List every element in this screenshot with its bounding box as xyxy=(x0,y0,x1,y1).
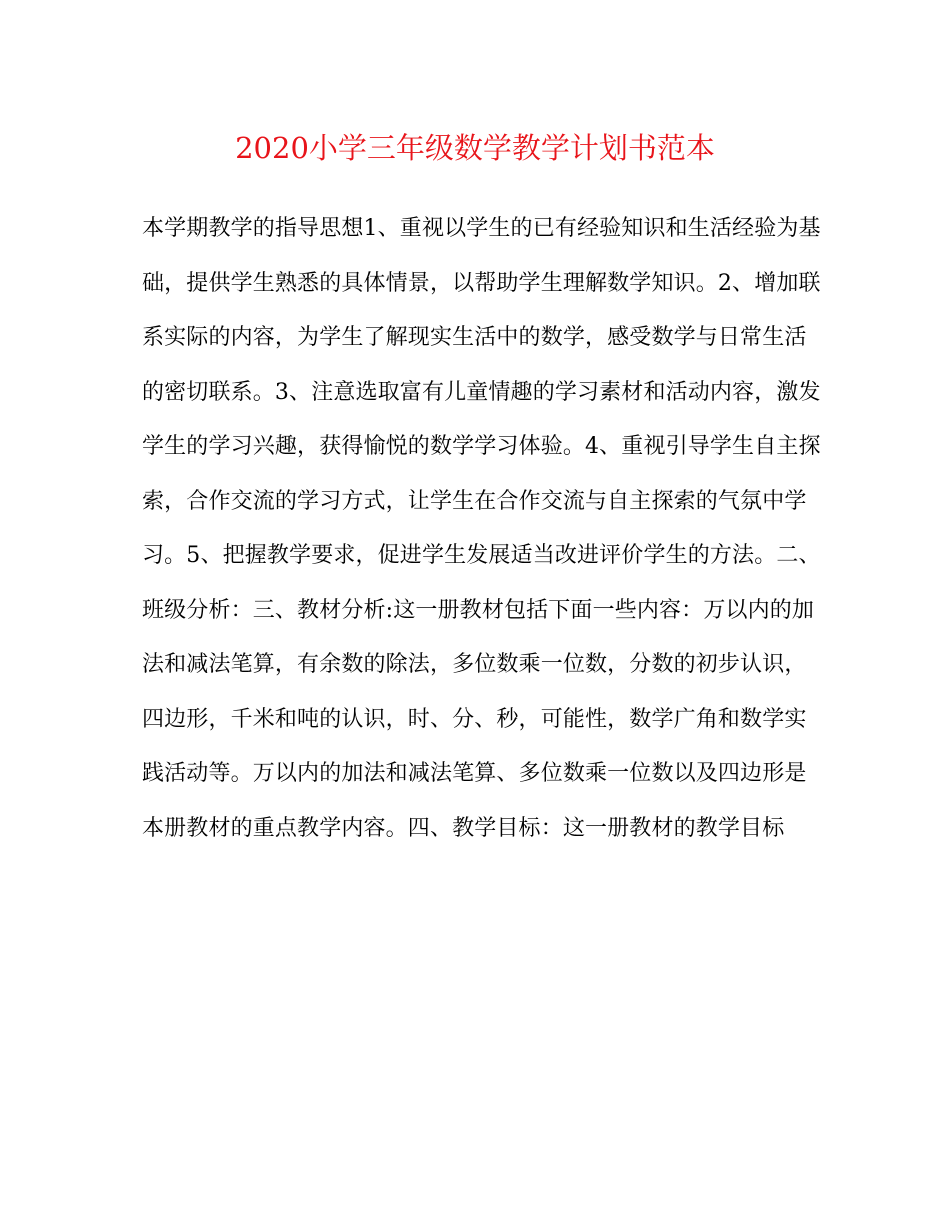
body-line: 索，合作交流的学习方式，让学生在合作交流与自主探索的气氛中学 xyxy=(142,488,807,514)
body-line: 习。5、把握教学要求，促进学生发展适当改进评价学生的方法。二、 xyxy=(142,543,821,568)
body-line: 的密切联系。3、注意选取富有儿童情趣的学习素材和活动内容，激发 xyxy=(142,379,821,405)
body-line: 学生的学习兴趣，获得愉悦的数学学习体验。4、重视引导学生自主探 xyxy=(142,434,821,459)
body-line: 法和减法笔算，有余数的除法，多位数乘一位数，分数的初步认识， xyxy=(142,652,807,677)
document-title: 2020小学三年级数学教学计划书范本 xyxy=(235,131,715,165)
document-body xyxy=(142,214,822,868)
body-line: 践活动等。万以内的加法和减法笔算、多位数乘一位数以及四边形是 xyxy=(142,761,807,786)
body-line: 班级分析：三、教材分析:这一册教材包括下面一些内容：万以内的加 xyxy=(142,597,815,623)
body-line: 础，提供学生熟悉的具体情景，以帮助学生理解数学知识。2、增加联 xyxy=(142,270,821,296)
body-line: 本学期教学的指导思想1、重视以学生的已有经验知识和生活经验为基 xyxy=(142,216,821,241)
body-line: 四边形，千米和吨的认识，时、分、秒，可能性，数学广角和数学实 xyxy=(142,706,807,732)
body-line: 本册教材的重点教学内容。四、教学目标：这一册教材的教学目标 xyxy=(142,815,785,841)
body-line: 系实际的内容，为学生了解现实生活中的数学，感受数学与日常生活 xyxy=(142,325,807,350)
